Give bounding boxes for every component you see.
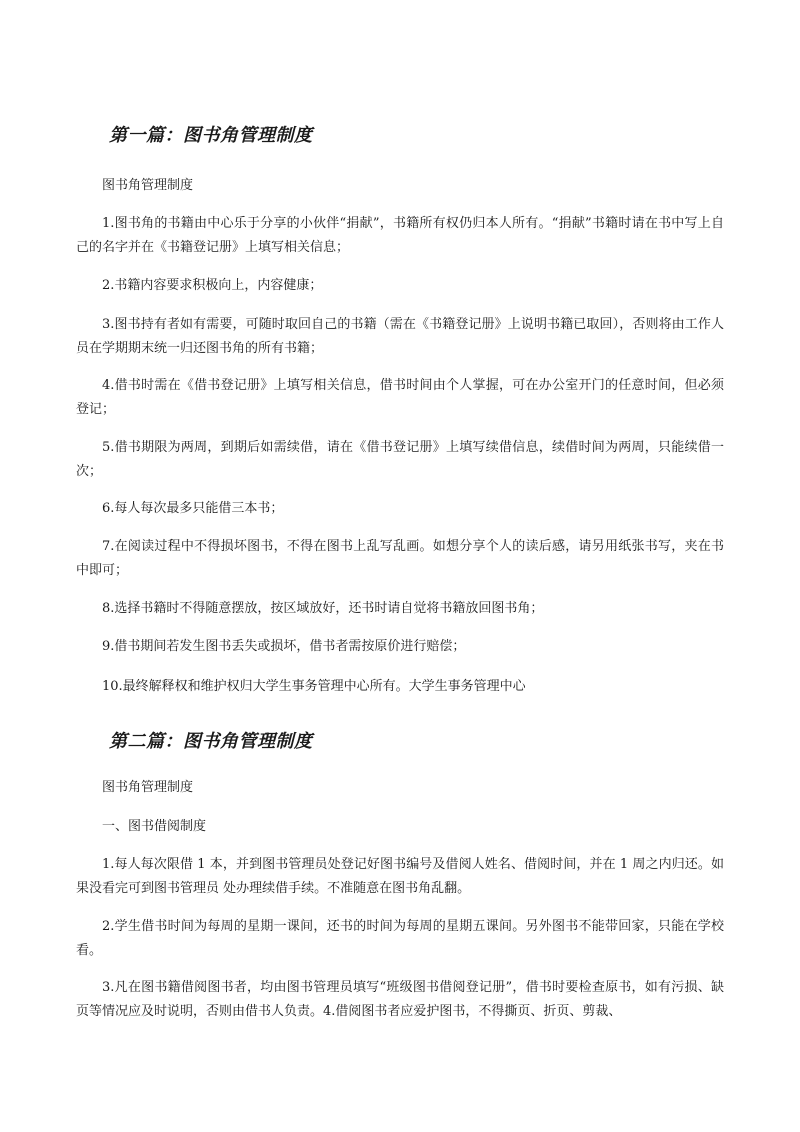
section1-item-9: 9.借书期间若发生图书丢失或损坏，借书者需按原价进行赔偿； <box>102 639 466 654</box>
section2-heading: 一、图书借阅制度 <box>102 819 207 834</box>
section2-item-2: 2.学生借书时间为每周的星期一课间，还书的时间为每周的星期五课间。另外图书不能带回家，只能在学校看。 <box>76 919 724 958</box>
section1-item-10: 10.最终解释权和维护权归大学生事务管理中心所有。大学生事务管理中心 <box>102 679 526 694</box>
section2-title: 第二篇：图书角管理制度 <box>109 731 313 752</box>
section1-item-2: 2.书籍内容要求积极向上，内容健康； <box>102 278 323 293</box>
section1-item-5: 5.借书期限为两周，到期后如需续借，请在《借书登记册》上填写续借信息，续借时间为两周，只能续借一次； <box>76 440 724 479</box>
section1-subtitle: 图书角管理制度 <box>102 178 194 193</box>
section1-item-3: 3.图书持有者如有需要，可随时取回自己的书籍（需在《书籍登记册》上说明书籍已取回），否则将由工作人员在学期期末统一归还图书角的所有书籍； <box>76 317 724 356</box>
section2-item-1: 1.每人每次限借 1 本，并到图书管理员处登记好图书编号及借阅人姓名、借阅时间，并在 1 周之内归还。如果没看完可到图书管理员 处办理续借手续。不准随意在图书角乱翻。 <box>76 857 724 896</box>
section1-title: 第一篇：图书角管理制度 <box>109 125 313 146</box>
section1-item-6: 6.每人每次最多只能借三本书； <box>102 501 284 516</box>
section1-item-4: 4.借书时需在《借书登记册》上填写相关信息，借书时间由个人掌握，可在办公室开门的任意时间，但必须登记； <box>76 378 724 417</box>
section2-item-3: 3.凡在图书籍借阅图书者，均由图书管理员填写“班级图书借阅登记册”，借书时要检查原书，如有污损、缺页等情况应及时说明，否则由借书人负责。4.借阅图书者应爱护图书，不得撕页、折页、剪裁、 <box>76 980 724 1019</box>
section1-item-8: 8.选择书籍时不得随意摆放，按区域放好，还书时请自觉将书籍放回图书角； <box>102 601 544 616</box>
section1-item-7: 7.在阅读过程中不得损坏图书，不得在图书上乱写乱画。如想分享个人的读后感，请另用纸张书写，夹在书中即可； <box>76 539 724 578</box>
section2-subtitle: 图书角管理制度 <box>102 780 194 795</box>
section1-item-1: 1.图书角的书籍由中心乐于分享的小伙伴“捐献”，书籍所有权仍归本人所有。“捐献”书籍时请在书中写上自己的名字并在《书籍登记册》上填写相关信息； <box>76 216 724 255</box>
